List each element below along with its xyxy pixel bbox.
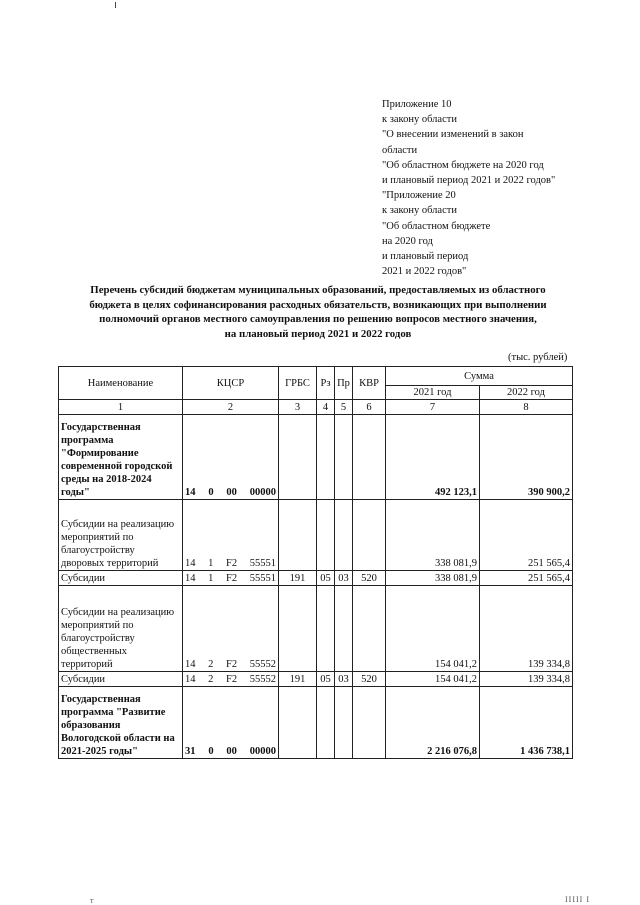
row-kvr [353, 586, 386, 672]
appendix-line: 2021 и 2022 годов" [382, 266, 467, 278]
kcsr-part: F2 [226, 558, 238, 569]
scan-mark-left: т [90, 896, 94, 905]
appendix-line: к закону области [382, 114, 457, 126]
kcsr-part: 00 [226, 487, 237, 498]
row-name: Государственная программа "Формирование современной городской среды на 2018-2024 годы" [59, 415, 183, 500]
row-name: Субсидии [59, 672, 183, 687]
kcsr-part: 2 [208, 659, 214, 670]
kcsr-part: 14 [185, 558, 196, 569]
header-row [59, 367, 573, 386]
kcsr-part: F2 [226, 573, 238, 584]
row-grbs [279, 687, 317, 759]
column-number: 1 [59, 400, 183, 415]
row-kvr: 520 [353, 672, 386, 687]
column-number: 6 [353, 400, 386, 415]
title-line: на плановый период 2021 и 2022 годов [224, 327, 412, 340]
row-kvr [353, 687, 386, 759]
kcsr-part: 31 [185, 746, 196, 757]
row-sum-2022: 139 334,8 [480, 672, 573, 687]
row-sum-2021: 154 041,2 [386, 672, 480, 687]
column-number: 8 [480, 400, 573, 415]
appendix-line: "Приложение 20 [382, 190, 456, 202]
header-grbs: ГРБС [279, 367, 317, 400]
table-row [59, 500, 573, 571]
kcsr-part: 0 [208, 487, 214, 498]
row-grbs: 191 [279, 672, 317, 687]
row-sum-2022: 251 565,4 [480, 571, 573, 586]
document-title [58, 283, 578, 341]
title-line: бюджета в целях софинансирования расходных обязательств, возникающих при выполнении [89, 298, 547, 311]
row-rz: 05 [317, 672, 335, 687]
header-name: Наименование [59, 367, 183, 400]
row-sum-2021: 2 216 076,8 [386, 687, 480, 759]
row-kvr: 520 [353, 571, 386, 586]
row-pr: 03 [335, 672, 353, 687]
row-sum-2021: 338 081,9 [386, 500, 480, 571]
row-pr [335, 687, 353, 759]
column-number: 3 [279, 400, 317, 415]
appendix-line: Приложение 10 [382, 99, 452, 110]
row-sum-2021: 492 123,1 [386, 415, 480, 500]
column-number: 7 [386, 400, 480, 415]
kcsr-part: 14 [185, 659, 196, 670]
row-kcsr [183, 500, 279, 571]
kcsr-part: 00000 [249, 487, 276, 498]
appendix-line: и плановый период 2021 и 2022 годов" [382, 175, 556, 187]
header-rz: Рз [317, 367, 335, 400]
row-sum-2022: 390 900,2 [480, 415, 573, 500]
kcsr-part: 14 [185, 573, 196, 584]
header-year-2022: 2022 год [480, 386, 573, 400]
column-number: 5 [335, 400, 353, 415]
header-kcsr: КЦСР [183, 367, 279, 400]
row-kvr [353, 500, 386, 571]
kcsr-part: 55552 [249, 659, 276, 670]
row-kcsr [183, 687, 279, 759]
row-kvr [353, 415, 386, 500]
row-grbs [279, 586, 317, 672]
row-name: Субсидии на реализацию мероприятий по благоустройству дворовых территорий [59, 500, 183, 571]
row-sum-2022: 1 436 738,1 [480, 687, 573, 759]
row-pr: 03 [335, 571, 353, 586]
kcsr-part: 0 [208, 746, 214, 757]
kcsr-part: F2 [226, 674, 238, 685]
row-pr [335, 415, 353, 500]
scan-artifact [115, 2, 116, 8]
kcsr-part: 55551 [249, 558, 276, 569]
kcsr-part: 14 [185, 487, 196, 498]
appendix-line: "О внесении изменений в закон [382, 129, 524, 141]
units-label: (тыс. рублей) [508, 352, 568, 363]
appendix-header [382, 97, 555, 279]
header-kvr: КВР [353, 367, 386, 400]
column-number: 2 [183, 400, 279, 415]
column-numbers-row [59, 400, 573, 415]
appendix-line: "Об областном бюджете [382, 220, 491, 232]
kcsr-part: 55551 [249, 573, 276, 584]
kcsr-part: 2 [208, 674, 214, 685]
row-pr [335, 500, 353, 571]
kcsr-part: 00000 [249, 746, 276, 757]
row-grbs: 191 [279, 571, 317, 586]
row-kcsr [183, 586, 279, 672]
table-row [59, 571, 573, 586]
kcsr-part: F2 [226, 659, 238, 670]
row-kcsr [183, 571, 279, 586]
row-name: Субсидии на реализацию мероприятий по благоустройству общественных территорий [59, 586, 183, 672]
row-rz [317, 500, 335, 571]
row-sum-2021: 338 081,9 [386, 571, 480, 586]
header-sum: Сумма [386, 367, 573, 386]
table-row [59, 586, 573, 672]
appendix-line: области [382, 144, 418, 156]
row-kcsr [183, 415, 279, 500]
title-line: Перечень субсидий бюджетам муниципальных образований, предоставляемых из областного [90, 284, 546, 296]
kcsr-part: 1 [208, 573, 214, 584]
row-grbs [279, 500, 317, 571]
appendix-line: и плановый период [382, 251, 469, 263]
title-line: полномочий органов местного самоуправления по решению вопросов местного значения, [99, 313, 537, 326]
row-grbs [279, 415, 317, 500]
table-row [59, 687, 573, 759]
row-sum-2022: 251 565,4 [480, 500, 573, 571]
row-rz [317, 415, 335, 500]
row-rz [317, 687, 335, 759]
column-number: 4 [317, 400, 335, 415]
row-pr [335, 586, 353, 672]
subsidies-table [58, 366, 573, 759]
appendix-line: на 2020 год [382, 235, 433, 247]
header-pr: Пр [335, 367, 353, 400]
kcsr-part: 00 [226, 746, 237, 757]
scan-mark-right: IIIII I [565, 895, 590, 904]
row-sum-2022: 139 334,8 [480, 586, 573, 672]
table-row [59, 415, 573, 500]
kcsr-part: 14 [185, 674, 196, 685]
row-kcsr [183, 672, 279, 687]
appendix-line: к закону области [382, 205, 457, 217]
appendix-line: "Об областном бюджете на 2020 год [382, 159, 544, 171]
kcsr-part: 1 [208, 558, 214, 569]
row-sum-2021: 154 041,2 [386, 586, 480, 672]
row-rz [317, 586, 335, 672]
kcsr-part: 55552 [249, 674, 276, 685]
header-year-2021: 2021 год [386, 386, 480, 400]
row-rz: 05 [317, 571, 335, 586]
row-name: Государственная программа "Развитие образования Вологодской области на 2021-2025 годы" [59, 687, 183, 759]
row-name: Субсидии [59, 571, 183, 586]
table-row [59, 672, 573, 687]
